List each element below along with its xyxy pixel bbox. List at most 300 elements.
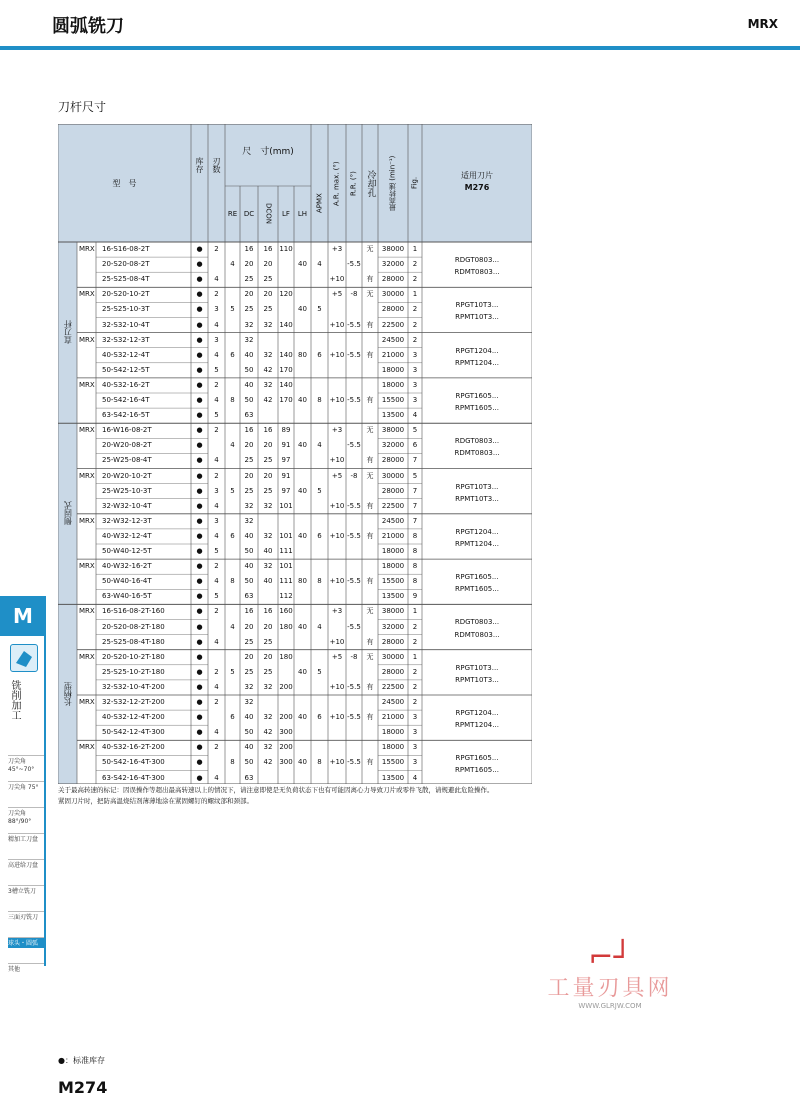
apmx-value: 4 xyxy=(317,622,322,631)
dc-value: 32 xyxy=(244,335,254,344)
ar-value: +10 xyxy=(329,531,345,540)
re-value: 6 xyxy=(230,531,235,540)
dcon-value: 32 xyxy=(263,501,273,510)
insert-grade-2: RDMT0803... xyxy=(454,449,500,458)
dc-value: 50 xyxy=(244,728,254,737)
coolant-value: 有 xyxy=(366,713,374,722)
max-speed-value: 38000 xyxy=(381,245,405,254)
series-label: MRX xyxy=(79,516,95,525)
max-speed-value: 15500 xyxy=(381,577,405,586)
stock-dot-icon: ● xyxy=(196,245,203,253)
side-nav-item[interactable]: 刀尖角 88°/90° xyxy=(8,807,44,826)
side-tab-letter: M xyxy=(0,596,46,636)
side-nav-item[interactable]: 精加工刀盘 xyxy=(8,833,44,844)
lh-value: 40 xyxy=(298,441,307,450)
flute-count: 4 xyxy=(214,682,219,691)
header-apmx: APMX xyxy=(315,193,323,213)
max-speed-value: 28000 xyxy=(381,275,405,284)
max-speed-value: 32000 xyxy=(381,622,405,631)
max-speed-value: 21000 xyxy=(381,350,405,359)
stock-dot-icon: ● xyxy=(196,411,203,420)
stock-dot-icon: ● xyxy=(196,667,203,676)
max-speed-value: 22500 xyxy=(381,682,405,691)
max-speed-value: 15500 xyxy=(381,758,405,767)
dcon-value: 20 xyxy=(263,290,273,299)
dcon-value: 20 xyxy=(263,652,273,661)
model-code: 50-W40-12-5T xyxy=(102,547,152,556)
category-label-3: 长柄型 xyxy=(63,682,72,707)
dcon-value: 32 xyxy=(263,531,273,540)
dcon-value: 42 xyxy=(263,728,273,737)
max-speed-value: 22500 xyxy=(381,501,405,510)
flute-count: 4 xyxy=(214,637,219,646)
flute-count: 4 xyxy=(214,531,219,540)
ar-value: +3 xyxy=(331,426,343,435)
flute-count: 2 xyxy=(214,380,219,389)
side-nav-item[interactable]: 其他 xyxy=(8,963,44,974)
insert-grade-1: RPGT10T3... xyxy=(455,301,499,310)
series-label: MRX xyxy=(79,290,95,299)
rr-value: -5.5 xyxy=(347,531,361,540)
fig-value: 3 xyxy=(412,713,418,722)
dimension-table xyxy=(58,124,532,784)
fig-value: 3 xyxy=(412,758,418,767)
model-code: 40-W32-16-2T xyxy=(102,562,152,571)
dcon-value: 42 xyxy=(263,758,273,767)
fig-value: 5 xyxy=(412,471,418,480)
flute-count: 5 xyxy=(214,365,219,374)
model-code: 50-S42-12-5T xyxy=(102,365,150,374)
max-speed-value: 21000 xyxy=(381,713,405,722)
max-speed-value: 32000 xyxy=(381,441,405,450)
fig-value: 3 xyxy=(412,350,418,359)
max-speed-value: 30000 xyxy=(381,471,405,480)
apmx-value: 8 xyxy=(317,577,322,586)
lf-value: 111 xyxy=(279,547,293,556)
dcon-value: 20 xyxy=(263,622,273,631)
fig-value: 8 xyxy=(412,577,418,586)
dcon-value: 25 xyxy=(263,456,273,465)
model-code: 20-W20-10-2T xyxy=(102,471,152,480)
max-speed-value: 32000 xyxy=(381,260,405,269)
model-code: 63-W40-16-5T xyxy=(102,592,152,601)
fig-value: 1 xyxy=(412,245,418,254)
side-nav-item[interactable]: 三面刃铣刀 xyxy=(8,911,44,922)
ar-value: +10 xyxy=(329,682,345,691)
series-label: MRX xyxy=(79,562,95,571)
max-speed-value: 28000 xyxy=(381,667,405,676)
fig-value: 3 xyxy=(412,380,418,389)
insert-grade-2: RPMT10T3... xyxy=(455,313,499,322)
lf-value: 97 xyxy=(281,456,291,465)
fig-value: 2 xyxy=(412,320,418,329)
header-insert-ref: M276 xyxy=(464,182,490,192)
insert-grade-1: RPGT1605... xyxy=(455,391,499,400)
stock-dot-icon: ● xyxy=(196,260,203,269)
max-speed-value: 18000 xyxy=(381,728,405,737)
flute-count: 2 xyxy=(214,471,219,480)
model-code: 25-S25-08-4T-180 xyxy=(102,637,165,646)
dcon-value: 25 xyxy=(263,637,273,646)
side-nav-item[interactable]: 球头・圆弧 xyxy=(8,937,44,948)
apmx-value: 5 xyxy=(317,305,322,314)
rr-value: -8 xyxy=(350,652,358,661)
lh-value: 80 xyxy=(298,350,307,359)
rr-value: -5.5 xyxy=(347,320,361,329)
header-fig: Fig. xyxy=(410,176,419,190)
header-model: 型 号 xyxy=(112,178,137,188)
dcon-value: 20 xyxy=(263,441,273,450)
max-speed-value: 24500 xyxy=(381,698,405,707)
apmx-value: 5 xyxy=(317,486,322,495)
model-code: 16-S16-08-2T-160 xyxy=(102,607,165,616)
model-code: 32-W32-10-4T xyxy=(102,501,152,510)
model-code: 20-W20-08-2T xyxy=(102,441,152,450)
note-clamping: 紧固刀片时，把防高温烧结剂薄薄地涂在紧固螺钉的螺纹部和颈部。 xyxy=(58,797,253,805)
insert-grade-2: RPMT1204... xyxy=(455,721,499,730)
dcon-value: 32 xyxy=(263,682,273,691)
model-code: 32-S32-12-3T xyxy=(102,335,150,344)
flute-count: 4 xyxy=(214,275,219,284)
lf-value: 101 xyxy=(279,531,293,540)
coolant-value: 无 xyxy=(366,245,374,254)
dc-value: 20 xyxy=(244,290,254,299)
category-label-1: 直刀杆 xyxy=(63,320,72,345)
fig-value: 1 xyxy=(412,607,418,616)
lh-value: 80 xyxy=(298,577,307,586)
side-tab-label: 铣削加工 xyxy=(9,680,20,720)
rr-value: -5.5 xyxy=(347,713,361,722)
flute-count: 4 xyxy=(214,501,219,510)
max-speed-value: 13500 xyxy=(381,411,405,420)
series-label: MRX xyxy=(79,335,95,344)
milling-icon xyxy=(10,644,38,672)
fig-value: 3 xyxy=(412,743,418,752)
model-code: 50-W40-16-4T xyxy=(102,577,152,586)
dc-value: 32 xyxy=(244,682,254,691)
apmx-value: 6 xyxy=(317,350,322,359)
stock-dot-icon: ● xyxy=(196,758,203,767)
side-nav-item[interactable]: 3槽立铣刀 xyxy=(8,885,44,896)
lf-value: 170 xyxy=(279,396,293,405)
fig-value: 7 xyxy=(412,486,418,495)
apmx-value: 6 xyxy=(317,713,322,722)
header-re: RE xyxy=(227,209,238,218)
stock-dot-icon: ● xyxy=(196,396,203,404)
dc-value: 63 xyxy=(244,592,254,601)
insert-grade-1: RPGT10T3... xyxy=(455,663,499,672)
fig-value: 3 xyxy=(412,396,418,405)
dcon-value: 40 xyxy=(263,577,273,586)
rr-value: -5.5 xyxy=(347,260,361,269)
insert-grade-1: RDGT0803... xyxy=(454,618,500,627)
series-code: MRX xyxy=(747,17,778,31)
flute-count: 3 xyxy=(214,335,219,344)
note-max-speed: 关于最高转速的标记：因误操作等超出最高转速以上的情况下，请注意即使是无负荷状态下也有可能因离心力导致刀片或零件飞散，请规避此危险操作。 xyxy=(58,786,494,794)
dc-value: 25 xyxy=(244,275,254,284)
rr-value: -5.5 xyxy=(347,441,361,450)
model-code: 40-S32-16-2T-200 xyxy=(102,743,165,752)
insert-grade-2: RPMT1605... xyxy=(455,766,499,775)
dc-value: 16 xyxy=(244,607,254,616)
lf-value: 300 xyxy=(279,728,293,737)
fig-value: 8 xyxy=(412,562,418,571)
rr-value: -8 xyxy=(350,471,358,480)
stock-dot-icon: ● xyxy=(196,713,203,722)
coolant-value: 无 xyxy=(366,426,374,435)
dc-value: 50 xyxy=(244,758,254,767)
ar-value: +10 xyxy=(329,275,345,284)
rr-value: -5.5 xyxy=(347,350,361,359)
stock-dot-icon: ● xyxy=(196,547,203,555)
ar-value: +3 xyxy=(331,607,343,616)
fig-value: 2 xyxy=(412,260,418,269)
side-nav-item[interactable]: 刀尖角 45°~70° xyxy=(8,755,44,774)
model-code: 32-W32-12-3T xyxy=(102,516,152,525)
flute-count: 4 xyxy=(214,577,219,586)
fig-value: 2 xyxy=(412,622,418,631)
stock-dot-icon: ● xyxy=(196,486,203,495)
flute-count: 2 xyxy=(214,667,219,676)
coolant-value: 有 xyxy=(366,350,374,359)
model-code: 20-S20-08-2T xyxy=(102,260,150,269)
header-ar-max: A.R. max. (°) xyxy=(332,161,341,207)
dc-value: 50 xyxy=(244,365,254,374)
series-label: MRX xyxy=(79,698,95,707)
lh-value: 40 xyxy=(298,486,307,495)
fig-value: 1 xyxy=(412,652,418,661)
flute-count: 2 xyxy=(214,290,219,299)
apmx-value: 4 xyxy=(317,441,322,450)
fig-value: 4 xyxy=(412,773,418,782)
max-speed-value: 18000 xyxy=(381,380,405,389)
max-speed-value: 18000 xyxy=(381,365,405,374)
max-speed-value: 13500 xyxy=(381,592,405,601)
ar-value: +3 xyxy=(331,245,343,254)
coolant-value: 有 xyxy=(366,501,374,510)
stock-dot-icon: ● xyxy=(196,365,203,374)
flute-count: 4 xyxy=(214,320,219,329)
rr-value: -5.5 xyxy=(347,396,361,405)
stock-dot-icon: ● xyxy=(196,682,203,691)
re-value: 6 xyxy=(230,713,235,722)
ar-value: +10 xyxy=(329,577,345,586)
coolant-value: 有 xyxy=(366,682,374,691)
ar-value: +5 xyxy=(331,652,343,661)
lf-value: 101 xyxy=(279,562,293,571)
fig-value: 2 xyxy=(412,335,418,344)
rr-value: -5.5 xyxy=(347,622,361,631)
side-tab-line xyxy=(44,596,46,966)
model-code: 20-S20-10-2T xyxy=(102,290,150,299)
header-max-speed: 最高转速 (min⁻¹) xyxy=(388,155,397,211)
stock-dot-icon: ● xyxy=(196,335,203,344)
dcon-value: 32 xyxy=(263,350,273,359)
watermark-url: WWW.GLRJW.COM xyxy=(578,1002,642,1010)
model-code: 40-S32-12-4T-200 xyxy=(102,713,165,722)
stock-dot-icon: ● xyxy=(196,773,203,782)
legend: ●：标准库存 xyxy=(58,1056,105,1065)
max-speed-value: 22500 xyxy=(381,320,405,329)
stock-dot-icon: ● xyxy=(196,380,203,389)
model-code: 25-S25-10-3T xyxy=(102,305,150,314)
ar-value: +10 xyxy=(329,350,345,359)
insert-grade-1: RPGT1204... xyxy=(455,709,499,718)
dcon-value: 32 xyxy=(263,743,273,752)
fig-value: 8 xyxy=(412,547,418,556)
fig-value: 4 xyxy=(412,411,418,420)
header-dcon: DCON xyxy=(264,203,273,225)
lf-value: 111 xyxy=(279,577,293,586)
re-value: 5 xyxy=(230,486,235,495)
series-label: MRX xyxy=(79,607,95,616)
side-nav-item[interactable]: 刀尖角 75° xyxy=(8,781,44,792)
fig-value: 3 xyxy=(412,365,418,374)
coolant-value: 无 xyxy=(366,607,374,616)
flute-count: 2 xyxy=(214,698,219,707)
re-value: 8 xyxy=(230,396,235,405)
dc-value: 40 xyxy=(244,531,254,540)
max-speed-value: 13500 xyxy=(381,773,405,782)
stock-dot-icon: ● xyxy=(196,622,203,631)
re-value: 5 xyxy=(230,667,235,676)
fig-value: 3 xyxy=(412,728,418,737)
ar-value: +10 xyxy=(329,501,345,510)
lf-value: 140 xyxy=(279,380,293,389)
fig-value: 1 xyxy=(412,290,418,299)
flute-count: 3 xyxy=(214,305,219,314)
lf-value: 300 xyxy=(279,758,293,767)
watermark-logo-icon: ⌐┘ xyxy=(588,940,632,975)
lf-value: 112 xyxy=(279,592,293,601)
model-code: 40-W32-12-4T xyxy=(102,531,152,540)
apmx-value: 5 xyxy=(317,667,322,676)
header-stock: 库存 xyxy=(195,157,204,173)
rr-value: -5.5 xyxy=(347,501,361,510)
model-code: 32-S32-10-4T-200 xyxy=(102,682,165,691)
header-dimensions: 尺 寸(mm) xyxy=(242,146,294,157)
dc-value: 25 xyxy=(244,486,254,495)
header-coolant: 冷却孔 xyxy=(365,169,376,197)
flute-count: 4 xyxy=(214,350,219,359)
dcon-value: 20 xyxy=(263,471,273,480)
lh-value: 40 xyxy=(298,305,307,314)
stock-dot-icon: ● xyxy=(196,577,203,586)
stock-dot-icon: ● xyxy=(196,426,203,435)
dc-value: 25 xyxy=(244,305,254,314)
fig-value: 7 xyxy=(412,501,418,510)
max-speed-value: 18000 xyxy=(381,743,405,752)
coolant-value: 无 xyxy=(366,652,374,661)
stock-dot-icon: ● xyxy=(196,350,203,359)
flute-count: 4 xyxy=(214,396,219,405)
dc-value: 40 xyxy=(244,380,254,389)
ar-value: +10 xyxy=(329,637,345,646)
stock-dot-icon: ● xyxy=(196,531,203,540)
series-label: MRX xyxy=(79,471,95,480)
insert-grade-2: RPMT1605... xyxy=(455,585,499,594)
dc-value: 32 xyxy=(244,501,254,510)
insert-grade-1: RPGT1605... xyxy=(455,754,499,763)
dc-value: 50 xyxy=(244,547,254,556)
dcon-value: 16 xyxy=(263,245,273,254)
dcon-value: 25 xyxy=(263,275,273,284)
header-insert: 适用刀片 xyxy=(461,170,493,180)
re-value: 8 xyxy=(230,758,235,767)
flute-count: 4 xyxy=(214,456,219,465)
lf-value: 101 xyxy=(279,501,293,510)
flute-count: 2 xyxy=(214,607,219,616)
stock-dot-icon: ● xyxy=(196,592,203,601)
model-code: 32-S32-10-4T xyxy=(102,320,150,329)
ar-value: +5 xyxy=(331,471,343,480)
header-lh: LH xyxy=(297,209,308,218)
dc-value: 40 xyxy=(244,713,254,722)
model-code: 25-S25-10-2T-180 xyxy=(102,667,165,676)
dc-value: 32 xyxy=(244,320,254,329)
model-code: 40-S32-12-4T xyxy=(102,350,150,359)
lf-value: 120 xyxy=(279,290,293,299)
fig-value: 2 xyxy=(412,275,418,284)
re-value: 5 xyxy=(230,305,235,314)
fig-value: 2 xyxy=(412,698,418,707)
max-speed-value: 15500 xyxy=(381,396,405,405)
rr-value: -5.5 xyxy=(347,758,361,767)
dcon-value: 42 xyxy=(263,365,273,374)
coolant-value: 有 xyxy=(366,456,374,465)
series-label: MRX xyxy=(79,426,95,435)
dc-value: 50 xyxy=(244,396,254,405)
dc-value: 16 xyxy=(244,245,254,254)
re-value: 4 xyxy=(230,622,235,631)
insert-grade-1: RPGT1204... xyxy=(455,346,499,355)
flute-count: 2 xyxy=(214,743,219,752)
dcon-value: 32 xyxy=(263,713,273,722)
side-nav-item[interactable]: 高进给刀盘 xyxy=(8,859,44,870)
stock-dot-icon: ● xyxy=(196,728,203,737)
stock-dot-icon: ● xyxy=(196,743,203,752)
insert-grade-1: RPGT10T3... xyxy=(455,482,499,491)
coolant-value: 有 xyxy=(366,758,374,767)
series-label: MRX xyxy=(79,245,95,254)
dc-value: 20 xyxy=(244,622,254,631)
model-code: 63-S42-16-5T xyxy=(102,411,150,420)
lf-value: 200 xyxy=(279,743,293,752)
rr-value: -8 xyxy=(350,290,358,299)
page-number: M274 xyxy=(58,1078,108,1097)
header-rule xyxy=(0,46,800,50)
lh-value: 40 xyxy=(298,758,307,767)
fig-value: 2 xyxy=(412,637,418,646)
lf-value: 180 xyxy=(279,652,293,661)
max-speed-value: 18000 xyxy=(381,562,405,571)
rr-value: -5.5 xyxy=(347,577,361,586)
insert-grade-2: RPMT10T3... xyxy=(455,675,499,684)
dcon-value: 20 xyxy=(263,260,273,269)
insert-grade-2: RPMT10T3... xyxy=(455,494,499,503)
lf-value: 89 xyxy=(281,426,291,435)
coolant-value: 有 xyxy=(366,275,374,284)
model-code: 25-W25-08-4T xyxy=(102,456,152,465)
max-speed-value: 30000 xyxy=(381,290,405,299)
max-speed-value: 24500 xyxy=(381,516,405,525)
re-value: 6 xyxy=(230,350,235,359)
lf-value: 110 xyxy=(279,245,293,254)
dcon-value: 16 xyxy=(263,607,273,616)
page-header xyxy=(0,0,800,46)
ar-value: +10 xyxy=(329,758,345,767)
flute-count: 3 xyxy=(214,486,219,495)
